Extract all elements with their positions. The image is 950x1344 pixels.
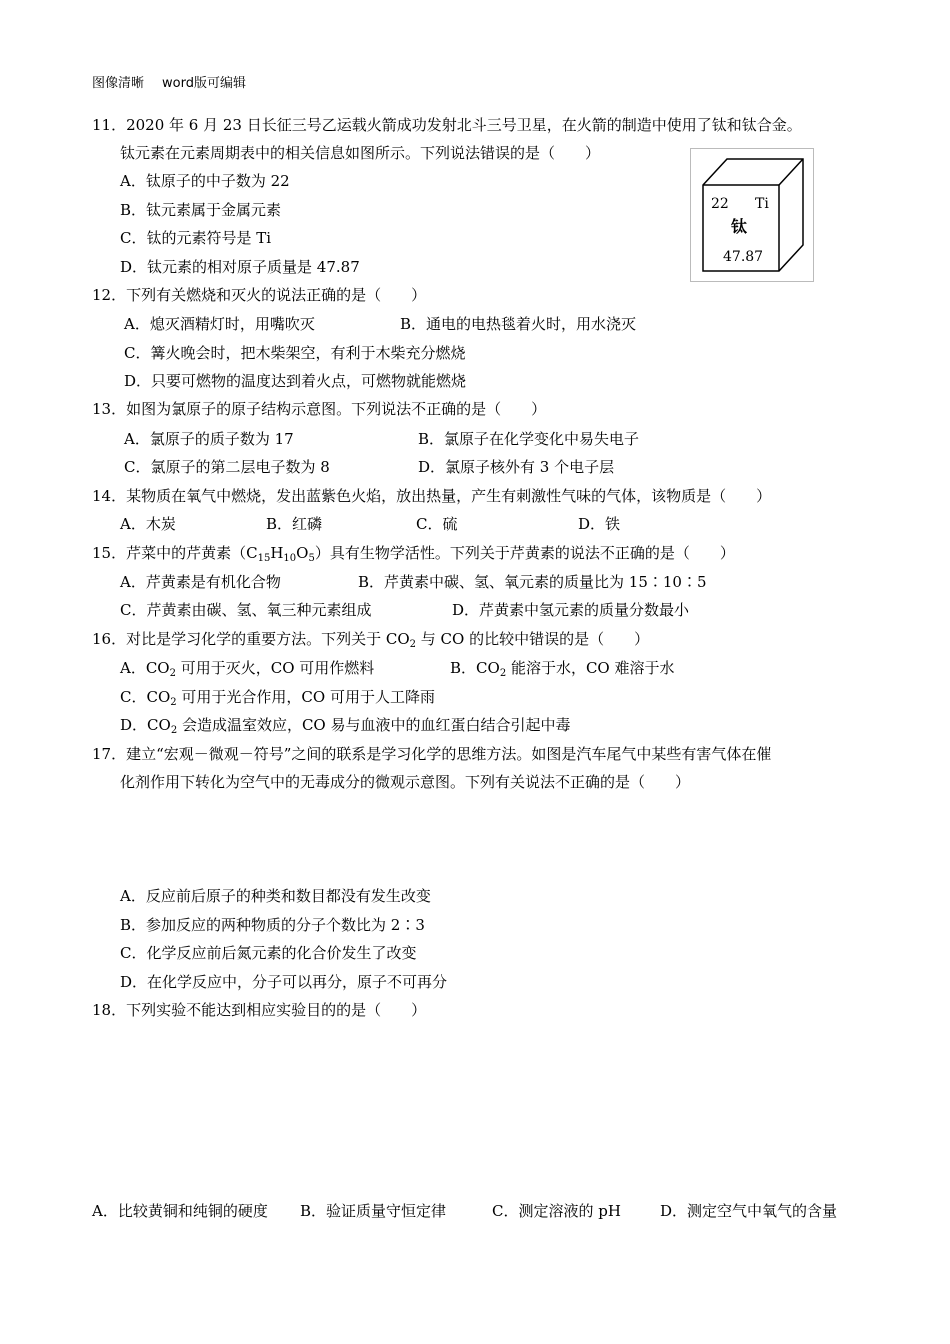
q13-option-b: B．氯原子在化学变化中易失电子 [418, 430, 640, 448]
q11-option-d: D．钛元素的相对原子质量是 47.87 [120, 258, 360, 276]
q11-option-b: B．钛元素属于金属元素 [120, 201, 282, 219]
q17-option-c: C．化学反应前后氮元素的化合价发生了改变 [120, 944, 417, 962]
q15-option-c: C．芹黄素由碳、氢、氧三种元素组成 [120, 601, 372, 619]
q17-option-a: A．反应前后原子的种类和数目都没有发生改变 [120, 887, 431, 905]
q12-option-d: D．只要可燃物的温度达到着火点，可燃物就能燃烧 [124, 372, 467, 390]
element-symbol: Ti [755, 196, 769, 212]
q18-option-b: B．验证质量守恒定律 [300, 1202, 447, 1220]
q13-option-c: C．氯原子的第二层电子数为 8 [124, 458, 330, 476]
q15-stem: 15．芹菜中的芹黄素$(C_{15}H_{10}O_5)$具有生物学活性。下列关于芹黄素的说法不正确的是（ ） [92, 544, 735, 564]
header-left: 图像清晰 [92, 76, 145, 91]
q16-stem: 16．对比是学习化学的重要方法。下列关于 $CO_2$ 与 CO 的比较中错误的是（ ） [92, 630, 650, 650]
titanium-element-card [690, 148, 814, 282]
q15-option-b: B．芹黄素中碳、氢、氧元素的质量比为 15∶10∶5 [358, 573, 707, 591]
q11-option-a: A．钛原子的中子数为 22 [120, 172, 290, 190]
q14-option-b: B．红磷 [266, 515, 323, 533]
q18-stem: 18．下列实验不能达到相应实验目的的是（ ） [92, 1001, 427, 1019]
q15-option-d: D．芹黄素中氢元素的质量分数最小 [452, 601, 690, 619]
element-mass: 47.87 [723, 249, 764, 265]
q17-option-b: B．参加反应的两种物质的分子个数比为 2∶3 [120, 916, 425, 934]
q12-option-b: B．通电的电热毯着火时，用水浇灭 [400, 315, 637, 333]
q18-option-c: C．测定溶液的 pH [492, 1202, 621, 1220]
q17-option-d: D．在化学反应中，分子可以再分，原子不可再分 [120, 973, 448, 991]
q16-option-a: A．$CO_2$ 可用于灭火，CO 可用作燃料 [120, 659, 375, 679]
q12-stem: 12．下列有关燃烧和灭火的说法正确的是（ ） [92, 286, 427, 304]
q16-option-b: B．$CO_2$ 能溶于水，CO 难溶于水 [450, 659, 675, 679]
q13-option-a: A．氯原子的质子数为 17 [124, 430, 294, 448]
q14-stem: 14．某物质在氧气中燃烧，发出蓝紫色火焰，放出热量，产生有刺激性气味的气体，该物质是（ ） [92, 487, 772, 505]
element-atomic-number: 22 [711, 196, 729, 212]
q17-stem-2: 化剂作用下转化为空气中的无毒成分的微观示意图。下列有关说法不正确的是（ ） [120, 773, 691, 791]
q18-option-d: D．测定空气中氧气的含量 [660, 1202, 838, 1220]
q11-stem-1: 11．2020 年 6 月 23 日长征三号乙运载火箭成功发射北斗三号卫星，在火箭的制造中使用了钛和钛合金。 [92, 116, 802, 134]
q13-stem: 13．如图为氯原子的原子结构示意图。下列说法不正确的是（ ） [92, 400, 547, 418]
q18-option-a: A．比较黄铜和纯铜的硬度 [92, 1202, 268, 1220]
q12-option-c: C．篝火晚会时，把木柴架空，有利于木柴充分燃烧 [124, 344, 466, 362]
q11-option-c: C．钛的元素符号是 Ti [120, 229, 272, 247]
q14-option-d: D．铁 [578, 515, 621, 533]
q16-option-d: D．$CO_2$ 会造成温室效应，CO 易与血液中的血红蛋白结合引起中毒 [120, 716, 571, 736]
q14-option-a: A．木炭 [120, 515, 176, 533]
element-name: 钛 [731, 217, 748, 236]
q15-option-a: A．芹黄素是有机化合物 [120, 573, 281, 591]
q13-option-d: D．氯原子核外有 3 个电子层 [418, 458, 615, 476]
header-right: word版可编辑 [162, 76, 246, 91]
q11-stem-2: 钛元素在元素周期表中的相关信息如图所示。下列说法错误的是（ ） [120, 144, 601, 162]
q16-option-c: C．$CO_2$ 可用于光合作用，CO 可用于人工降雨 [120, 688, 435, 708]
q17-stem-1: 17．建立“宏观－微观－符号”之间的联系是学习化学的思维方法。如图是汽车尾气中某些有害气体在催 [92, 745, 772, 763]
q12-option-a: A．熄灭酒精灯时，用嘴吹灭 [124, 315, 315, 333]
q14-option-c: C．硫 [416, 515, 458, 533]
